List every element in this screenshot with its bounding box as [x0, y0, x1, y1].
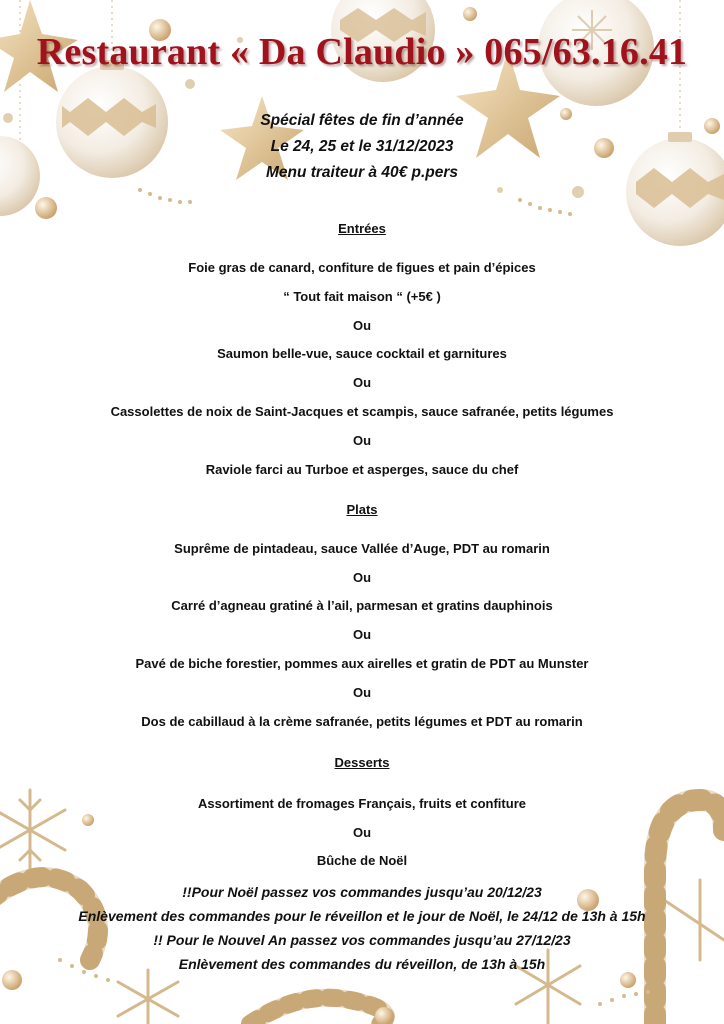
intro-line: Spécial fêtes de fin d’année — [260, 112, 464, 129]
menu-separator: Ou — [352, 318, 372, 333]
order-notes — [0, 880, 724, 976]
menu-item: Foie gras de canard, confiture de figues et pain d’épices — [188, 260, 536, 275]
order-note: Enlèvement des commandes du réveillon, de 13h à 15h — [178, 956, 546, 972]
order-note: !!Pour Noël passez vos commandes jusqu’au 20/12/23 — [182, 884, 542, 900]
menu-item: Suprême de pintadeau, sauce Vallée d’Auge, PDT au romarin — [174, 541, 550, 556]
intro-block — [0, 108, 724, 186]
menu-item: Pavé de biche forestier, pommes aux airelles et gratin de PDT au Munster — [135, 656, 589, 671]
menu-separator: Ou — [352, 375, 372, 390]
menu-separator: Ou — [352, 433, 372, 448]
order-note: !! Pour le Nouvel An passez vos commandes jusqu’au 27/12/23 — [153, 932, 571, 948]
restaurant-title: Restaurant « Da Claudio » 065/63.16.41 — [36, 31, 688, 73]
menu-item: Raviole farci au Turboe et asperges, sauce du chef — [205, 462, 519, 477]
menu-item: Assortiment de fromages Français, fruits et confiture — [198, 796, 526, 811]
menu-separator: Ou — [352, 825, 372, 840]
menu-item: Carré d’agneau gratiné à l’ail, parmesan et gratins dauphinois — [171, 598, 553, 613]
intro-line: Le 24, 25 et le 31/12/2023 — [270, 138, 454, 155]
menu-separator: Ou — [352, 685, 372, 700]
intro-line: Menu traiteur à 40€ p.pers — [265, 164, 459, 181]
section-heading-desserts: Desserts — [334, 755, 390, 770]
menu-item: Cassolettes de noix de Saint-Jacques et scampis, sauce safranée, petits légumes — [110, 404, 614, 419]
menu-item: “ Tout fait maison “ (+5€ ) — [283, 289, 441, 304]
menu-separator: Ou — [352, 570, 372, 585]
order-note: Enlèvement des commandes pour le réveillon et le jour de Noël, le 24/12 de 13h à 15h — [78, 908, 646, 924]
menu-separator: Ou — [352, 627, 372, 642]
menu-item: Bûche de Noël — [316, 853, 408, 868]
menu-item: Dos de cabillaud à la crème safranée, petits légumes et PDT au romarin — [141, 714, 583, 729]
menu-item: Saumon belle-vue, sauce cocktail et garnitures — [217, 346, 507, 361]
section-heading-plats: Plats — [346, 502, 378, 517]
section-heading-entrees: Entrées — [338, 221, 386, 236]
